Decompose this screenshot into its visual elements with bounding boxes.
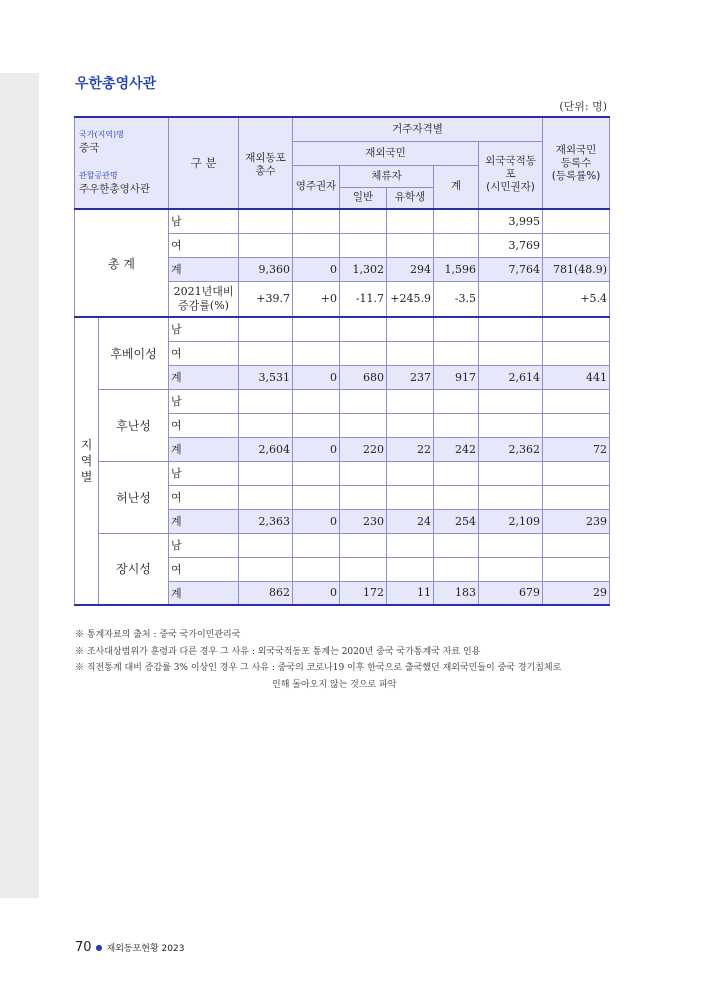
cell-value: 0: [293, 509, 340, 533]
cell-value: 183: [434, 581, 479, 605]
cell-value: 781(48.9): [543, 257, 610, 281]
cell-value: 0: [293, 581, 340, 605]
summary-label: 총 계: [75, 209, 169, 317]
cell-value: 254: [434, 509, 479, 533]
cell-value: 2,109: [479, 509, 543, 533]
change-label: 2021년대비 증감률(%): [169, 281, 239, 317]
header-student: 유학생: [387, 187, 434, 209]
cell-value: +0: [293, 281, 340, 317]
cell-value: 242: [434, 437, 479, 461]
cell-value: +245.9: [387, 281, 434, 317]
side-margin-bar: [0, 73, 39, 898]
cell-value: 441: [543, 365, 610, 389]
sex-label: 여: [169, 557, 239, 581]
header-nationals: 재외국민: [293, 141, 479, 165]
country-name: 중국: [79, 142, 100, 154]
sex-label: 여: [169, 233, 239, 257]
foreign-male-value: 3,995: [479, 209, 543, 233]
cell-value: 2,614: [479, 365, 543, 389]
table-row: [75, 389, 610, 413]
book-title: 재외동포현황 2023: [106, 944, 185, 954]
region-group-label: 지 역 별: [75, 317, 99, 605]
sex-label: 계: [169, 257, 239, 281]
office-label: 관할공관명: [79, 171, 118, 180]
cell-value: 294: [387, 257, 434, 281]
sex-label: 여: [169, 341, 239, 365]
header-registered: 재외국민 등록수 (등록률%): [543, 117, 610, 209]
table-row: [75, 461, 610, 485]
cell-value: 24: [387, 509, 434, 533]
bullet-icon: ●: [95, 943, 103, 952]
country-label: 국가(지역)명: [79, 130, 124, 139]
cell-value: -11.7: [340, 281, 387, 317]
header-country-cell: [75, 117, 169, 209]
table-body: [75, 209, 610, 605]
cell-value: -3.5: [434, 281, 479, 317]
sex-label: 남: [169, 317, 239, 341]
foreign-female-value: 3,769: [479, 233, 543, 257]
sex-label: 남: [169, 461, 239, 485]
cell-value: 0: [293, 365, 340, 389]
header-sojourner: 체류자: [340, 165, 434, 187]
footnote-continuation: 인해 돌아오지 않는 것으로 파악: [272, 679, 397, 690]
sex-label: 남: [169, 533, 239, 557]
cell-value: 237: [387, 365, 434, 389]
office-name: 주우한총영사관: [79, 183, 151, 195]
cell-value: 0: [293, 437, 340, 461]
region-name: 후베이성: [99, 317, 169, 389]
cell-value: 0: [293, 257, 340, 281]
page-footer: [75, 940, 184, 955]
cell-value: 2,604: [239, 437, 293, 461]
footnotes: [75, 627, 561, 693]
region-name: 허난성: [99, 461, 169, 533]
cell-value: 172: [340, 581, 387, 605]
cell-value: 9,360: [239, 257, 293, 281]
header-category: 구 분: [169, 117, 239, 209]
header-foreign: 외국국적동포 (시민권자): [479, 141, 543, 209]
sex-label: 남: [169, 209, 239, 233]
footnote: ※ 조사대상범위가 훈령과 다른 경우 그 사유 : 외국국적동포 통계는 2020년 중국 국가통계국 자료 인용: [75, 646, 481, 657]
header-subtotal: 계: [434, 165, 479, 209]
page-number: 70: [75, 940, 92, 955]
table-header: [75, 117, 610, 209]
cell-value: 2,362: [479, 437, 543, 461]
cell-value: 7,764: [479, 257, 543, 281]
region-name: 후난성: [99, 389, 169, 461]
cell-value: 679: [479, 581, 543, 605]
footnote: ※ 통계자료의 출처 : 중국 국가이민관리국: [75, 630, 241, 640]
table-row: [75, 209, 610, 233]
cell-value: 239: [543, 509, 610, 533]
cell-value: 862: [239, 581, 293, 605]
unit-label: (단위: 명): [559, 100, 607, 113]
header-residency: 거주자격별: [293, 117, 543, 141]
page-title: 우한총영사관: [75, 76, 157, 92]
sex-label: 계: [169, 365, 239, 389]
sex-label: 계: [169, 437, 239, 461]
cell-value: +5.4: [543, 281, 610, 317]
cell-value: 1,596: [434, 257, 479, 281]
cell-value: 29: [543, 581, 610, 605]
sex-label: 계: [169, 581, 239, 605]
cell-value: 230: [340, 509, 387, 533]
cell-value: +39.7: [239, 281, 293, 317]
sex-label: 남: [169, 389, 239, 413]
cell-value: 72: [543, 437, 610, 461]
header-permanent: 영주권자: [293, 165, 340, 209]
statistics-table: [74, 116, 610, 606]
cell-value: 220: [340, 437, 387, 461]
table-row: [75, 317, 610, 341]
sex-label: 여: [169, 485, 239, 509]
sex-label: 계: [169, 509, 239, 533]
cell-value: 22: [387, 437, 434, 461]
sex-label: 여: [169, 413, 239, 437]
cell-value: 1,302: [340, 257, 387, 281]
region-name: 장시성: [99, 533, 169, 605]
cell-value: 2,363: [239, 509, 293, 533]
header-total: 재외동포 총수: [239, 117, 293, 209]
footnote: ※ 직전통계 대비 증감률 3% 이상인 경우 그 사유 : 중국의 코로나19 이후 한국으로 출국했던 재외국민들이 중국 경기침체로: [75, 663, 562, 673]
cell-value: 680: [340, 365, 387, 389]
header-general: 일반: [340, 187, 387, 209]
cell-value: [479, 281, 543, 317]
cell-value: 11: [387, 581, 434, 605]
table-row: [75, 533, 610, 557]
cell-value: 3,531: [239, 365, 293, 389]
cell-value: 917: [434, 365, 479, 389]
